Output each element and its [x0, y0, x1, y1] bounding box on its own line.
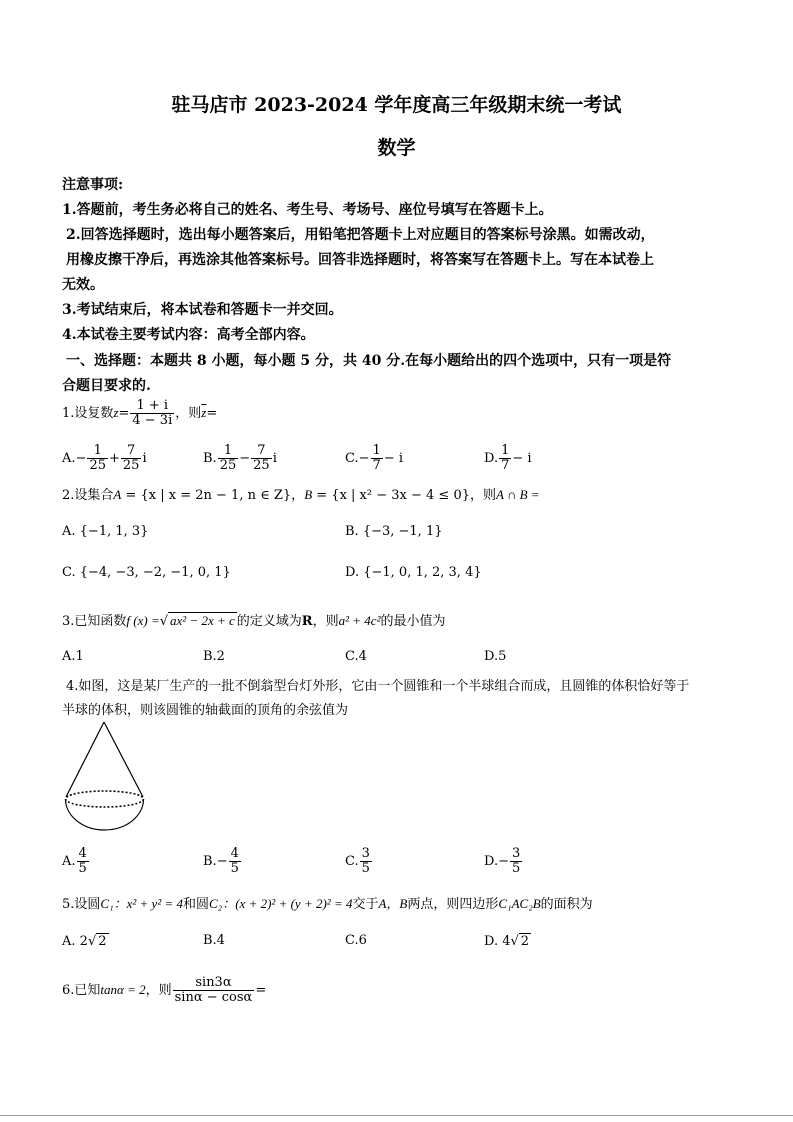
section-heading-line-1: 一、选择题：本题共 8 小题，每小题 5 分，共 40 分.在每小题给出的四个选项中，只有一项是符 [66, 353, 672, 369]
q4-option-sign: − [216, 854, 228, 869]
q1-option-d [484, 444, 532, 473]
q1-option-fraction-1-den: 7 [501, 458, 510, 473]
lamp-cone-figure [60, 720, 150, 832]
note-4: 4.本试卷主要考试内容：高考全部内容。 [62, 327, 315, 343]
q5-quadrilateral: C₁AC₂B [498, 896, 541, 911]
q6-numerator: sin3α [173, 976, 255, 991]
q4-option-sign: − [498, 854, 509, 869]
q3-option-b: B.2 [203, 649, 225, 664]
q4-option-fraction-num: 3 [361, 846, 370, 861]
q4-option-fraction-num: 3 [512, 846, 521, 861]
q5-option-a-text: A. 2 [62, 934, 88, 949]
section-heading-line-2: 合题目要求的. [62, 378, 151, 394]
q4-option-label: C. [345, 854, 359, 869]
q1-option-c [345, 444, 403, 473]
q2-stem-b: ，则 [469, 488, 496, 503]
q3-stem-b: 的定义域为 [236, 614, 302, 629]
q3-radicand: ax² − 2x + c [170, 613, 235, 628]
q5-option-a: A. 2√ 2 [62, 934, 107, 949]
q2-intersection: A ∩ B = [496, 487, 540, 502]
q4-option-c [345, 847, 373, 876]
q5-option-a-radicand: 2 [98, 934, 107, 949]
q1-stem-a: 1.设复数 [62, 406, 114, 421]
q1-option-fraction-1-den: 25 [219, 458, 237, 473]
question-4-line-1: 4.如图，这是某厂生产的一批不倒翁型台灯外形，它由一个圆锥和一个半球组合而成，且圆锥的体积恰好等于 [66, 679, 690, 694]
q5-circle-1: C₁ [100, 896, 114, 911]
q1-option-tail: i [272, 451, 277, 466]
q2-stem-a: 2.设集合 [62, 488, 114, 503]
q1-stem-c: = [206, 406, 218, 421]
q4-option-fraction-num: 4 [230, 846, 239, 861]
q5-option-d: D. 4√ 2 [484, 934, 530, 949]
q1-option-b [203, 444, 277, 473]
q1-option-fraction-1 [218, 444, 239, 473]
q6-stem-a: 6.已知 [62, 983, 101, 998]
q5-stem-a: 5.设圆 [62, 897, 101, 912]
q2-option-a: A. {−1, 1, 3} [62, 524, 149, 539]
q1-option-label: A. [62, 451, 76, 466]
question-1 [62, 399, 217, 428]
q1-option-operator: + [108, 451, 120, 466]
q1-z: z [113, 405, 119, 420]
q6-stem-c: = [255, 983, 267, 998]
notes-heading: 注意事项: [62, 177, 124, 193]
q6-condition: tanα = 2 [100, 982, 146, 997]
q6-stem-b: ，则 [145, 983, 172, 998]
q5-option-d-text: D. 4 [484, 934, 511, 949]
q1-option-label: D. [484, 451, 499, 466]
q3-function: f (x) = [126, 613, 160, 628]
cone-left-edge [66, 722, 104, 797]
note-3: 3.考试结束后，将本试卷和答题卡一并交回。 [62, 302, 343, 318]
q4-option-fraction-den: 5 [78, 861, 87, 876]
question-6 [62, 976, 266, 1005]
q1-option-fraction-1 [499, 444, 511, 473]
q1-option-tail: i [142, 451, 147, 466]
note-2-line-3: 无效。 [62, 277, 104, 293]
q3-stem-d: 的最小值为 [380, 614, 446, 629]
q1-option-fraction-2-num: 7 [121, 444, 142, 459]
q4-option-label: A. [62, 854, 76, 869]
q5-stem-c: 交于 [352, 897, 379, 912]
q1-option-fraction-1 [87, 444, 108, 473]
q5-option-d-radicand: 2 [520, 934, 530, 949]
question-5 [62, 893, 593, 912]
q3-option-a: A.1 [62, 649, 84, 664]
q5-stem-b: 和圆 [183, 897, 210, 912]
q3-expression: a² + 4c² [338, 613, 381, 628]
q1-option-label: B. [203, 451, 217, 466]
q2-option-c: C. {−4, −3, −2, −1, 0, 1} [62, 565, 231, 580]
q3-option-d: D.5 [484, 649, 507, 664]
q1-option-label: C. [345, 451, 359, 466]
q1-option-sign: − [358, 451, 370, 466]
q1-option-tail: − i [512, 451, 532, 466]
q6-fraction [173, 976, 255, 1005]
note-1: 1.答题前，考生务必将自己的姓名、考生号、考场号、座位号填写在答题卡上。 [62, 202, 553, 218]
q4-option-d [484, 847, 523, 876]
q5-circle-2: C₂ [209, 896, 223, 911]
q4-option-fraction-den: 5 [512, 861, 521, 876]
q4-option-fraction-den: 5 [230, 861, 239, 876]
q5-stem-d: 两点，则四边形 [407, 897, 499, 912]
q6-denominator: sinα − cosα [174, 990, 253, 1005]
q1-numerator: 1 + i [130, 399, 174, 414]
q1-option-fraction-2-den: 25 [122, 458, 140, 473]
q2-sep: ， [291, 488, 305, 503]
q2-set-b-name: B [304, 487, 313, 502]
exam-subject: 数学 [377, 137, 416, 159]
q3-reals: R [301, 614, 313, 629]
cone-right-edge [104, 722, 143, 797]
q2-set-b: = {x | x² − 3x − 4 ≤ 0} [316, 488, 470, 503]
q1-option-a [62, 444, 147, 473]
q5-equation-1: ：x² + y² = 4 [113, 896, 183, 911]
exam-title: 驻马店市 2023-2024 学年度高三年级期末统一考试 [171, 94, 622, 116]
q1-option-fraction-1-num: 1 [87, 444, 108, 459]
q3-option-c: C.4 [345, 649, 367, 664]
question-2 [62, 484, 540, 503]
q1-option-fraction-2 [121, 444, 142, 473]
q4-option-fraction-num: 4 [78, 846, 87, 861]
q1-option-operator: − [239, 451, 251, 466]
question-4-line-2: 半球的体积，则该圆锥的轴截面的顶角的余弦值为 [62, 703, 349, 718]
q4-option-fraction [77, 847, 89, 876]
q3-stem-a: 3.已知函数 [62, 614, 127, 629]
q5-points: A，B [378, 896, 408, 911]
q1-option-fraction-1 [371, 444, 383, 473]
q5-stem-e: 的面积为 [540, 897, 593, 912]
q5-option-b: B.4 [203, 933, 225, 948]
cone-base-ellipse [66, 791, 144, 807]
q5-option-c: C.6 [345, 933, 367, 948]
q1-option-fraction-2 [251, 444, 272, 473]
q4-option-fraction [229, 847, 241, 876]
q1-eq: = [118, 406, 130, 421]
q1-option-fraction-1-den: 7 [372, 458, 381, 473]
q4-option-fraction [360, 847, 372, 876]
q4-option-fraction-den: 5 [361, 861, 370, 876]
q4-option-label: D. [484, 854, 499, 869]
q4-option-label: B. [203, 854, 217, 869]
q1-option-fraction-2-num: 7 [251, 444, 272, 459]
q1-fraction [130, 399, 174, 428]
q5-equation-2: ：(x + 2)² + (y + 2)² = 4 [222, 896, 353, 911]
q1-stem-b: ，则 [175, 406, 202, 421]
q1-option-fraction-1-num: 1 [372, 443, 381, 458]
q1-option-fraction-1-den: 25 [89, 458, 106, 473]
q2-option-d: D. {−1, 0, 1, 2, 3, 4} [345, 565, 482, 580]
q1-zbar: $\overline{z}$ [201, 405, 207, 420]
q1-option-fraction-1-num: 1 [218, 444, 239, 459]
note-2-line-1: 2.回答选择题时，选出每小题答案后，用铅笔把答题卡上对应题目的答案标号涂黑。如需改动， [66, 227, 655, 243]
page-bottom-rule [0, 1115, 793, 1116]
note-2-line-2: 用橡皮擦干净后，再选涂其他答案标号。回答非选择题时，将答案写在答题卡上。写在本试卷上 [66, 252, 654, 268]
question-3: 3.已知函数f (x) =√ ax² − 2x + c 的定义域为R，则a² + 4c²的最小值为 [62, 613, 446, 629]
q1-option-sign: − [75, 451, 87, 466]
q3-stem-c: ，则 [312, 614, 339, 629]
q1-option-tail: − i [383, 451, 403, 466]
q1-option-fraction-1-num: 1 [501, 443, 510, 458]
hemisphere-outline [66, 799, 144, 830]
q4-option-b [203, 847, 242, 876]
q1-option-fraction-2-den: 25 [253, 458, 270, 473]
q2-set-a: = {x | x = 2n − 1, n ∈ Z} [125, 488, 292, 503]
q4-option-fraction [510, 847, 522, 876]
q1-denominator: 4 − 3i [132, 413, 173, 428]
q2-option-b: B. {−3, −1, 1} [345, 524, 443, 539]
q2-set-a-name: A [113, 487, 122, 502]
q4-option-a [62, 847, 90, 876]
